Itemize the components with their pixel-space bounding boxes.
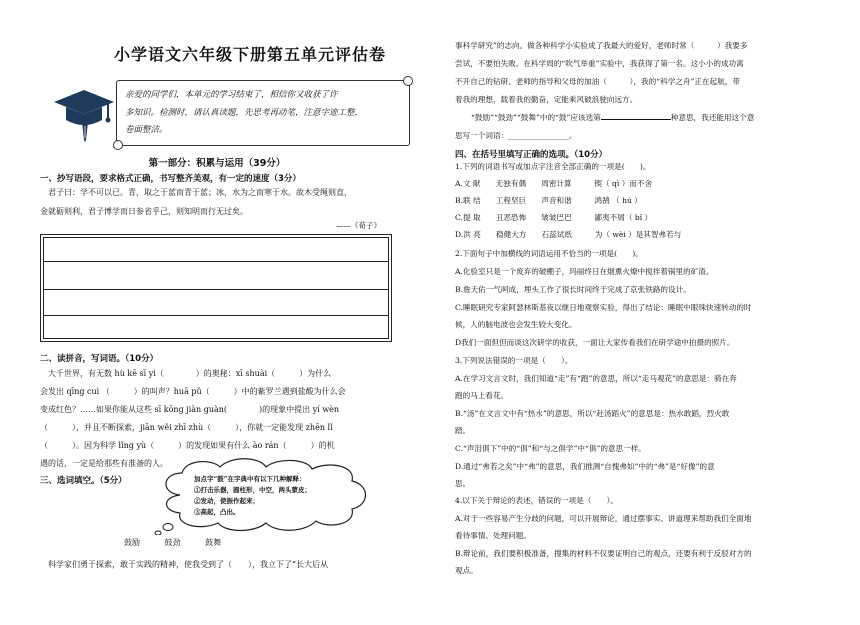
word-options xyxy=(124,537,243,548)
cloud-def-1: ①打击乐器，圆柱形，中空，两头蒙皮； xyxy=(194,486,311,494)
section2-line4: （ ），并且不断探索，jiān wěi zhī zhù（ ），你就一定能发现 zhēn lǐ xyxy=(40,423,333,432)
q3-option-a-line2: 跑的马上看花。 xyxy=(455,391,509,400)
section1-line2: 金就砺则利，君子博学而日参省乎己，则知明而行无过矣。 xyxy=(40,207,248,216)
cloud-def-3: ③高起，凸出。 xyxy=(194,508,240,516)
passage-line3: 不开自己的钻研、老师的指导和父母的加油（ ），我的“科学之舟”正在起航，带 xyxy=(455,77,740,86)
section4-heading: 四、在括号里填写正确的选项。（10分） xyxy=(455,150,608,160)
q3-option-a-line1: A.在学习文言文时，我们知道“走”有“跑”的意思，所以“走马观花”的意思是：骑在奔 xyxy=(455,374,737,383)
q4-option-a-line2: 看待事情、处理问题。 xyxy=(455,531,531,540)
q2-option-c-line1: C.睡眠研究专家阿瑟林斯基夜以继日地观察实验，得出了结论：睡眠中眼珠快速转动的时 xyxy=(455,303,752,312)
passage-line4: 着我的理想，载着我的勤奋，定能乘风破浪驶向远方。 xyxy=(455,95,638,104)
note-line-1: 亲爱的同学们，本单元的学习结束了，相信你又收获了许 xyxy=(125,90,338,100)
passage-line5-a: “鼓励”“鼓劲”“鼓舞”中的“鼓”应该选第 xyxy=(471,113,601,122)
note-line-2: 多知识。检测时，请认真读题，先思考再动笔，注意字迹工整， xyxy=(125,107,364,118)
graduation-cap-pen-icon xyxy=(50,82,120,144)
passage-line5 xyxy=(471,110,754,127)
q1: 1.下列的词语书写或加点字注音全部正确的一项是( )。 xyxy=(455,162,651,171)
q3-option-c: C.“声泪俱下”中的“俱”和“与之俱学”中“俱”的意思一样。 xyxy=(455,444,646,453)
section3-passage-start: 科学家们勇于探索，敢于实践的精神，使我受到了（ ），我立下了“长大后从 xyxy=(48,560,329,569)
section2-line1: 大千世界，有无数 hù kē sī yì（ ）的奥秘：xī shuài（ ）为什么 xyxy=(48,369,332,378)
q3-option-b-line1: B.“汤”在文言文中有“热水”的意思，所以“赴汤蹈火”的意思是：热水敢蹈，烈火敢 xyxy=(455,409,730,418)
q3-option-b-line2: 踏。 xyxy=(455,426,471,435)
passage-line2: 尝试，不要怕失败。在科学周的“吹气举重”实验中，我获得了第一名。这小小的成功离 xyxy=(455,59,744,68)
q2: 2.下面句子中加横线的词语运用不恰当的一项是( )。 xyxy=(455,249,643,258)
q1-option-c: C.提 取 丑恶恐怖 皱皱巴巴 鄙夷不屑（ bǐ ） xyxy=(455,213,653,222)
q4-option-b-line2: 观点。 xyxy=(455,566,478,575)
section1-source: ——《荀子》 xyxy=(336,221,381,230)
q2-option-c-line2: 候，人的脑电波也会发生较大变化。 xyxy=(455,320,577,329)
q1-option-a: A.文 献 无独有偶 周密计算 锲（ qì ）而不舍 xyxy=(455,179,653,188)
intro-note xyxy=(116,80,410,146)
copy-writing-grid[interactable] xyxy=(40,234,392,342)
word-option: 鼓励 xyxy=(124,538,140,547)
cloud-title: 加点字“鼓”在字典中有以下几种解释： xyxy=(194,475,306,483)
section2-line2: 会发出 qīng cuì （ ）的叫声？huā pǔ（ ）中的紫罗兰遇到盐酸为什么会 xyxy=(40,387,346,396)
q4: 4.以下关于辩论的表述，错误的一项是（ ）。 xyxy=(455,496,618,505)
section3-heading: 三、选词填空。（5分） xyxy=(40,476,127,486)
section1-heading: 一、抄写语段，要求格式正确，书写整齐美观，有一定的速度（3分） xyxy=(40,174,301,184)
section2-line5: （ ）。因为科学 lǐng yù（ ）的发现如果有什么 ào rán（ ）的机 xyxy=(40,441,335,450)
word-option: 鼓劲 xyxy=(164,538,181,547)
answer-blank[interactable] xyxy=(601,110,671,120)
q2-option-d: D我们一面但但而谈这次研学的收获，一面让大家传看我们在研学途中拍摄的照片。 xyxy=(455,338,735,347)
cloud-def-2: ②发动，使振作起来； xyxy=(194,497,259,505)
cloud-text xyxy=(194,474,311,518)
section2-line6: 遇的话，一定是给那些有准备的人。 xyxy=(40,459,168,468)
word-option: 鼓舞 xyxy=(205,538,222,547)
section2-line3: 变成红色？……如果你能从这些 sī kōng jiàn guàn( )的现象中提出 yí wèn xyxy=(40,405,340,414)
q4-option-b-line1: B.辩论前，我们要积极准备，搜集的材料不仅要证明自己的观点，还要有利于反驳对方的 xyxy=(455,549,752,558)
part1-heading: 第一部分：积累与运用（39分） xyxy=(148,158,286,169)
q3-option-d-line1: D.通过“弗若之矣”中“弗”的意思，我们推测“自愧弗如”中的“弗”是“好像”的意 xyxy=(455,462,715,471)
passage-line5-b: 种意思，我还能用这个意 xyxy=(670,113,755,122)
q3-option-d-line2: 思。 xyxy=(455,479,471,488)
passage-line1: 事科学研究”的志向。做各种科学小实验成了我最大的爱好，老师时常（ ）我要多 xyxy=(455,41,748,50)
q4-option-a-line1: A.对于一些容易产生分歧的问题，可以开展辩论，通过摆事实、讲道理来帮助我们全面地 xyxy=(455,514,752,523)
section2-heading: 二、读拼音，写词语。（10分） xyxy=(40,354,159,364)
note-line-3: 卷面整洁。 xyxy=(125,125,168,135)
q2-option-a: A.化验室只是一个废弃的破棚子，玛丽终日在烟熏火燎中搅拌着锅里的矿渣。 xyxy=(455,267,714,276)
section1-line1: 君子曰：学不可以已。青，取之于蓝而青于蓝；冰，水为之而寒于水。故木受绳则直， xyxy=(48,188,352,197)
q1-option-b: B.联 结 工程坚巨 声音和谐 鸿鹄 （ hú ） xyxy=(455,196,642,205)
page-title: 小学语文六年级下册第五单元评估卷 xyxy=(113,45,386,64)
passage-line6: 思写一个词语：________________。 xyxy=(455,131,577,140)
q1-option-d: D.洪 亮 稳健大方 石蕊试纸 为（ wèi ）是其智弗若与 xyxy=(455,230,682,239)
q3: 3.下列说法错误的一项是（ ）。 xyxy=(455,356,573,365)
q2-option-b: B.詹天佑一气呵成，埋头工作了很长时间终于完成了京张铁路的设计。 xyxy=(455,285,691,294)
